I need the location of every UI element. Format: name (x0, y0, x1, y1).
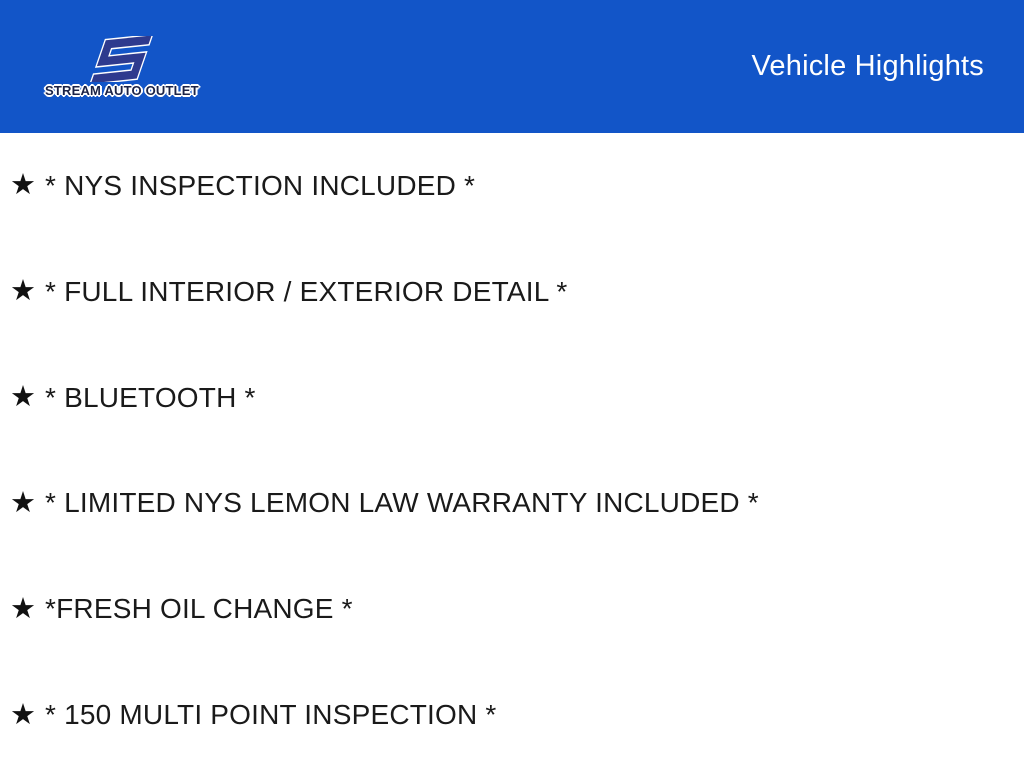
highlight-label: * BLUETOOTH * (45, 381, 256, 413)
star-icon: ★ (10, 167, 36, 202)
highlight-row (0, 662, 1024, 768)
page-title: Vehicle Highlights (751, 50, 984, 82)
highlight-label: * 150 MULTI POINT INSPECTION * (45, 699, 497, 731)
highlight-label: * NYS INSPECTION INCLUDED * (45, 169, 476, 201)
highlight-row (0, 345, 1024, 451)
stylized-s-icon (81, 36, 169, 82)
highlight-row (0, 239, 1024, 345)
highlight-row (0, 450, 1024, 556)
brand-name: STREAM AUTO OUTLET (45, 82, 199, 98)
highlight-label: *FRESH OIL CHANGE * (45, 593, 353, 625)
star-icon: ★ (10, 590, 36, 625)
highlight-label: * LIMITED NYS LEMON LAW WARRANTY INCLUDED * (45, 487, 759, 519)
star-icon: ★ (10, 273, 36, 308)
star-icon: ★ (10, 379, 36, 414)
star-icon: ★ (10, 696, 36, 731)
header (0, 0, 1024, 133)
highlight-row (0, 556, 1024, 662)
highlights-list (0, 133, 1024, 768)
star-icon: ★ (10, 484, 36, 519)
brand-logo (45, 36, 199, 98)
highlight-row (0, 133, 1024, 239)
highlight-label: * FULL INTERIOR / EXTERIOR DETAIL * (45, 275, 568, 307)
